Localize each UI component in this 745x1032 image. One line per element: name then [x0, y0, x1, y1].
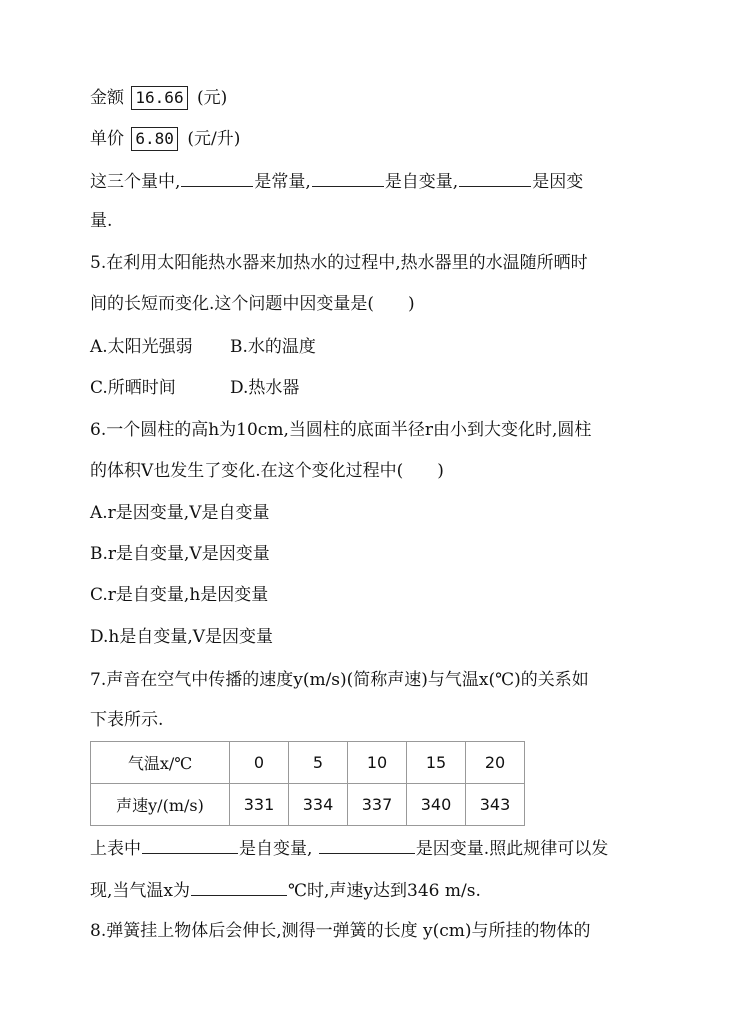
table-cell: 340: [407, 784, 466, 826]
q7-stem-1: 7.声音在空气中传播的速度y(m/s)(简称声速)与气温x(℃)的关系如: [90, 670, 589, 690]
q5-option-b: B.水的温度: [230, 337, 316, 357]
q7-text-b: 是自变量,: [239, 839, 313, 859]
q8-stem-1: 8.弹簧挂上物体后会伸长,测得一弹簧的长度 y(cm)与所挂的物体的: [90, 921, 591, 941]
q5-stem-2: 间的长短而变化.这个问题中因变量是( ): [90, 294, 415, 314]
q6-option-a: A.r是因变量,V是自变量: [90, 503, 270, 523]
table-header-cell: 声速y/(m/s): [91, 784, 230, 826]
temperature-speed-table: [90, 741, 525, 826]
q6-stem-2: 的体积V也发生了变化.在这个变化过程中( ): [90, 461, 444, 481]
answer-blank: [142, 835, 238, 854]
price-label: 单价: [90, 129, 124, 149]
table-cell: 5: [289, 742, 348, 784]
amount-line: [90, 86, 227, 110]
q6-option-c: C.r是自变量,h是因变量: [90, 585, 269, 605]
q4-text-d: 是因变: [532, 172, 584, 192]
answer-blank: [181, 168, 253, 187]
table-cell: 0: [230, 742, 289, 784]
q4-text-b: 是常量,: [254, 172, 311, 192]
table-cell: 334: [289, 784, 348, 826]
price-unit: (元/升): [187, 129, 241, 149]
q7-text-d: 现,当气温x为: [90, 881, 190, 901]
q7-text-e: ℃时,声速y达到346 m/s.: [288, 881, 481, 901]
table-cell: 10: [348, 742, 407, 784]
table-cell: 331: [230, 784, 289, 826]
table-cell: 15: [407, 742, 466, 784]
q7-text-a: 上表中: [90, 839, 141, 859]
amount-value-box: 16.66: [131, 86, 187, 110]
answer-blank: [191, 877, 287, 896]
answer-blank: [312, 168, 384, 187]
q4-line-2: 量.: [90, 211, 113, 231]
q4-text-a: 这三个量中,: [90, 172, 181, 192]
price-value-box: 6.80: [131, 127, 178, 151]
amount-unit: (元): [196, 88, 228, 108]
q5-option-c: C.所晒时间: [90, 378, 176, 398]
answer-blank: [319, 835, 415, 854]
q6-option-b: B.r是自变量,V是因变量: [90, 544, 270, 564]
table-row: [91, 742, 525, 784]
q5-options-ab: [90, 335, 316, 359]
q7-fill-line-1: [90, 835, 608, 861]
q7-text-c: 是因变量.照此规律可以发: [415, 839, 609, 859]
table-cell: 343: [466, 784, 525, 826]
table-cell: 337: [348, 784, 407, 826]
q4-line: [90, 168, 583, 194]
table-row: [91, 784, 525, 826]
q5-option-a: A.太阳光强弱: [90, 337, 193, 357]
table-header-cell: 气温x/℃: [91, 742, 230, 784]
q5-option-d: D.热水器: [230, 378, 300, 398]
price-line: [90, 127, 240, 151]
q7-fill-line-2: [90, 877, 481, 903]
q4-text-c: 是自变量,: [384, 172, 459, 192]
table-cell: 20: [466, 742, 525, 784]
answer-blank: [459, 168, 531, 187]
q6-option-d: D.h是自变量,V是因变量: [90, 627, 274, 647]
q7-stem-2: 下表所示.: [90, 710, 164, 730]
amount-label: 金额: [90, 88, 124, 108]
q5-stem-1: 5.在利用太阳能热水器来加热水的过程中,热水器里的水温随所晒时: [90, 253, 588, 273]
q5-options-cd: [90, 376, 299, 400]
q6-stem-1: 6.一个圆柱的高h为10cm,当圆柱的底面半径r由小到大变化时,圆柱: [90, 420, 592, 440]
